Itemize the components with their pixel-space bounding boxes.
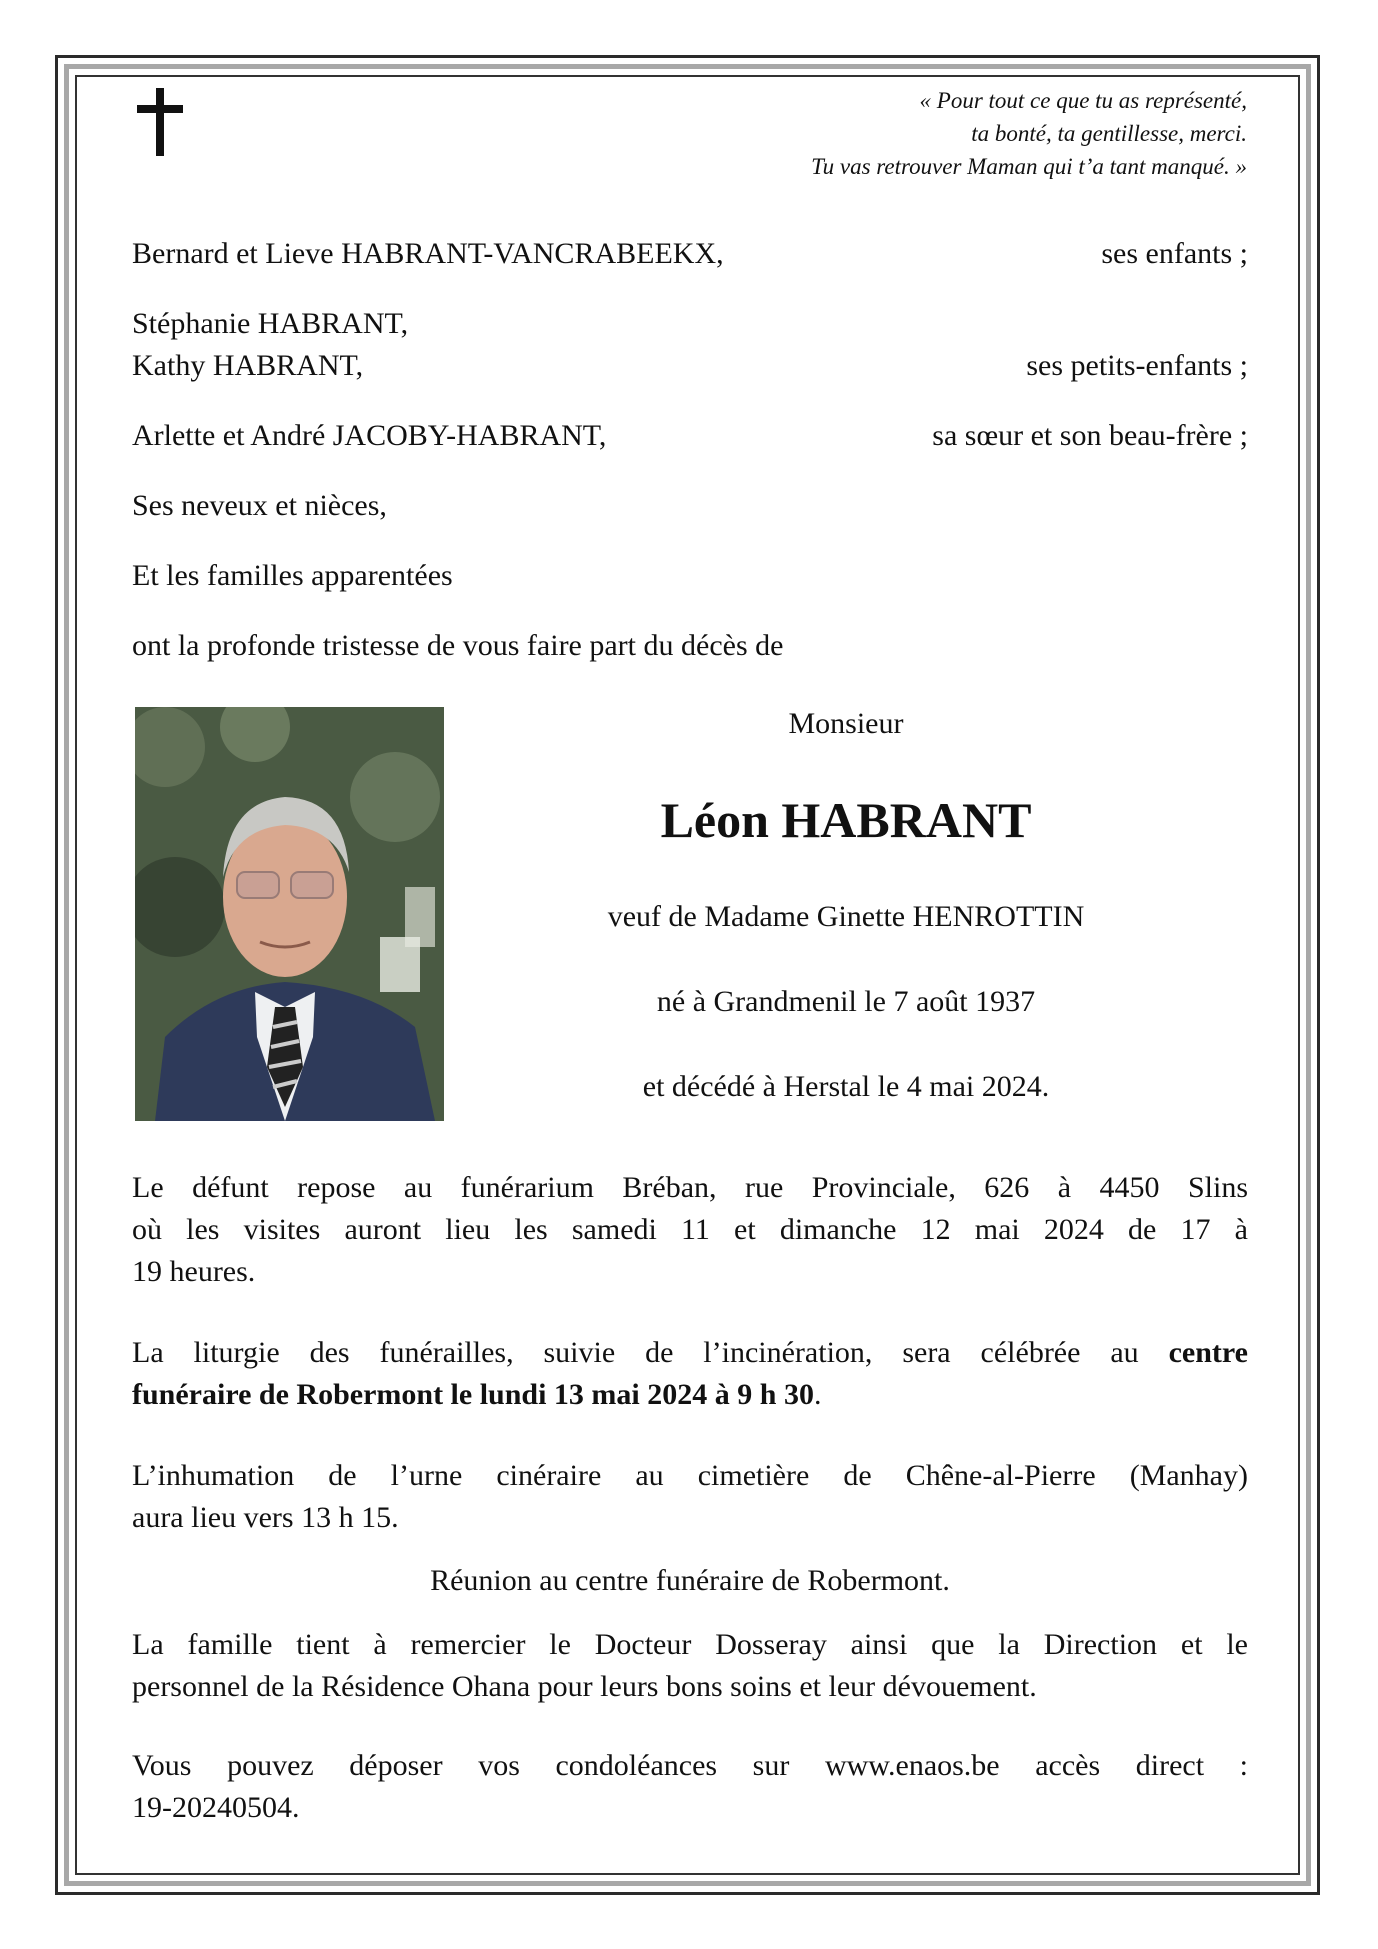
announcement-text: ont la profonde tristesse de vous faire part du décès de (132, 629, 784, 662)
family-names: Et les familles apparentées (132, 559, 453, 592)
family-names: Arlette et André JACOBY-HABRANT, (132, 419, 607, 452)
birth-line: né à Grandmenil le 7 août 1937 (656, 985, 1036, 1018)
liturgy-date-bold: funéraire de Robermont le lundi 13 mai 2024 à 9 h 30 (132, 1378, 814, 1411)
paragraph-liturgy (132, 1332, 1248, 1416)
paragraph-line: 19-20240504. (132, 1791, 300, 1824)
family-names: Ses neveux et nièces, (132, 489, 387, 522)
family-role: ses petits-enfants ; (1026, 349, 1248, 382)
portrait-photo (135, 707, 444, 1121)
paragraph-line: La famille tient à remercier le Docteur Dosseray ainsi que la Direction et le (132, 1628, 1248, 1661)
quote-line: « Pour tout ce que tu as représenté, (919, 88, 1247, 113)
paragraph-visitation (132, 1167, 1248, 1293)
epigraph-quote (547, 84, 1247, 183)
paragraph-burial (132, 1455, 1248, 1539)
gathering-line: Réunion au centre funéraire de Robermont. (430, 1564, 950, 1597)
paragraph-line: 19 heures. (132, 1255, 256, 1288)
liturgy-place-bold: centre (1168, 1336, 1248, 1369)
death-line: et décédé à Herstal le 4 mai 2024. (642, 1070, 1050, 1103)
paragraph-line: L’inhumation de l’urne cinéraire au cimetière de Chêne-al-Pierre (Manhay) (132, 1459, 1248, 1492)
deceased-name: Léon HABRANT (660, 792, 1032, 848)
paragraph-thanks (132, 1624, 1248, 1708)
paragraph-line: aura lieu vers 13 h 15. (132, 1501, 399, 1534)
family-role: sa sœur et son beau-frère ; (932, 419, 1248, 452)
family-names: Bernard et Lieve HABRANT-VANCRABEEKX, (132, 237, 724, 270)
paragraph-line: Vous pouvez déposer vos condoléances sur www.enaos.be accès direct : (132, 1749, 1248, 1782)
paragraph-line: personnel de la Résidence Ohana pour leurs bons soins et leur dévouement. (132, 1670, 1037, 1703)
deceased-title: Monsieur (788, 707, 904, 740)
paragraph-line (132, 1374, 1248, 1416)
paragraph-line: où les visites auront lieu les samedi 11 et dimanche 12 mai 2024 de 17 à (132, 1213, 1248, 1246)
liturgy-text: La liturgie des funérailles, suivie de l’incinération, sera célébrée au (132, 1336, 1169, 1369)
paragraph-condolences (132, 1745, 1248, 1829)
quote-line: Tu vas retrouver Maman qui t’a tant manqué. » (811, 154, 1247, 179)
quote-line: ta bonté, ta gentillesse, merci. (971, 121, 1247, 146)
widower-line: veuf de Madame Ginette HENROTTIN (607, 900, 1085, 933)
family-role: ses enfants ; (1101, 237, 1248, 270)
latin-cross-icon (137, 88, 183, 156)
family-names: Stéphanie HABRANT, (132, 307, 409, 340)
paragraph-line (132, 1332, 1248, 1374)
paragraph-line: Le défunt repose au funérarium Bréban, rue Provinciale, 626 à 4450 Slins (132, 1171, 1248, 1204)
family-names: Kathy HABRANT, (132, 349, 364, 382)
liturgy-end: . (813, 1378, 822, 1411)
